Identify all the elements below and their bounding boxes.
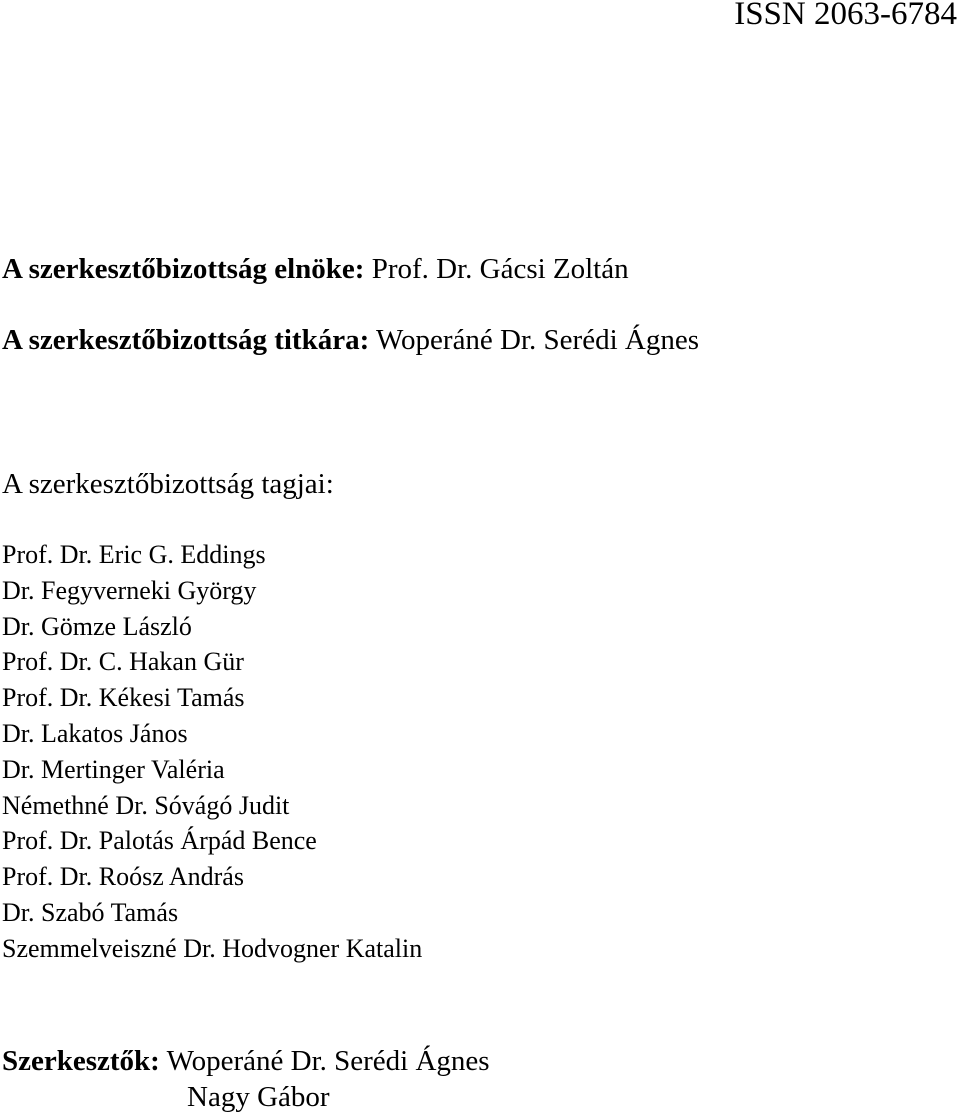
member-item: Dr. Gömze László bbox=[2, 611, 192, 641]
member-item: Dr. Szabó Tamás bbox=[2, 897, 179, 927]
member-item: Prof. Dr. Kékesi Tamás bbox=[2, 683, 245, 713]
members-heading: A szerkesztőbizottság tagjai: bbox=[2, 468, 334, 500]
editors-line bbox=[2, 1044, 490, 1078]
member-item: Szemmelveiszné Dr. Hodvogner Katalin bbox=[2, 933, 423, 963]
issn-number: ISSN 2063-6784 bbox=[734, 0, 957, 32]
member-item: Prof. Dr. Eric G. Eddings bbox=[2, 540, 266, 569]
member-item: Prof. Dr. C. Hakan Gür bbox=[2, 647, 244, 677]
member-item: Dr. Lakatos János bbox=[2, 718, 188, 748]
member-item: Dr. Mertinger Valéria bbox=[2, 754, 225, 784]
chair-line bbox=[2, 252, 629, 286]
editor-name: Woperáné Dr. Serédi Ágnes bbox=[166, 1045, 490, 1077]
member-item: Dr. Fegyverneki György bbox=[2, 575, 257, 605]
member-item: Prof. Dr. Palotás Árpád Bence bbox=[2, 826, 317, 856]
secretary-name: Woperáné Dr. Serédi Ágnes bbox=[375, 324, 699, 356]
secretary-line bbox=[2, 323, 699, 357]
members-list bbox=[2, 537, 422, 967]
secretary-label: A szerkesztőbizottság titkára: bbox=[2, 324, 370, 356]
editor-name: Nagy Gábor bbox=[187, 1081, 330, 1113]
chair-label: A szerkesztőbizottság elnöke: bbox=[2, 253, 365, 285]
member-item: Némethné Dr. Sóvágó Judit bbox=[2, 790, 290, 820]
chair-name: Prof. Dr. Gácsi Zoltán bbox=[371, 253, 629, 285]
member-item: Prof. Dr. Roósz András bbox=[2, 862, 244, 892]
editors-label: Szerkesztők: bbox=[2, 1045, 160, 1077]
